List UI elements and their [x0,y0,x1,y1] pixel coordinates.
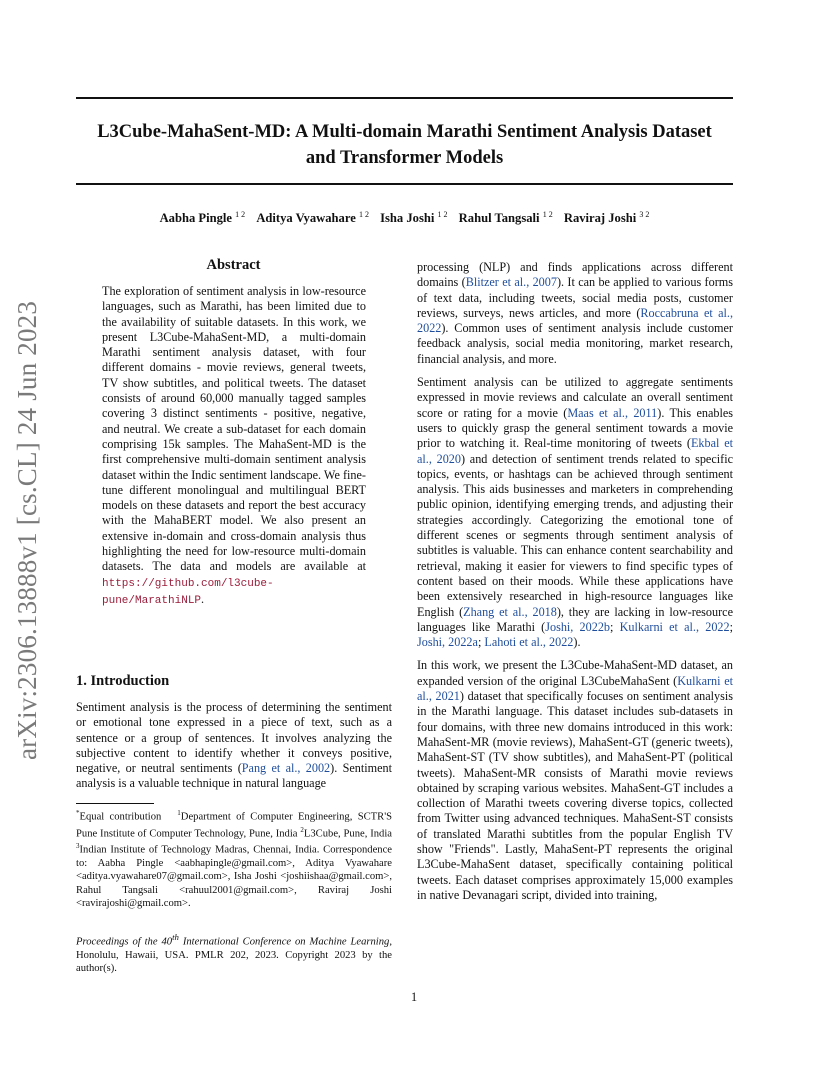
paragraph: Sentiment analysis can be utilized to aggregate sentiments expressed in movie reviews and calculate an overall sentiment score or rating for a movie (Maas et al., 2011). This enables users to quickly grasp the general sentiment towards a movie prior to watching it. Real-time monitoring of tweets (Ekbal et al., 2020) and detection of sentiment trends related to specific topics, events, or hashtags can be achieved through sentiment analysis. This aids businesses and marketers in comprehending public opinion, identifying emerging trends, and adjusting their strategies accordingly. Categorizing the emotional tone of different scenes or segments through sentiment analysis of subtitles is valuable. This can enhance content searchability and retrieval, making it easier for viewers to find specific types of content based on their moods. While these applications have been extensively researched in high-resource languages like English (Zhang et al., 2018), they are lacking in low-resource languages like Marathi (Joshi, 2022b; Kulkarni et al., 2022; Joshi, 2022a; Lahoti et al., 2022). [417,375,733,650]
section-heading-introduction: 1. Introduction [76,673,170,689]
paragraph: In this work, we present the L3Cube-MahaSent-MD dataset, an expanded version of the original L3CubeMahaSent (Kulkarni et al., 2021) dataset that specifically focuses on sentiment analysis in the Marathi language. This dataset includes sub-datasets in four domains, with three new domains introduced in this work: MahaSent-MR (movie reviews), MahaSent-GT (generic tweets), MahaSent-ST (TV show subtitles), and MahaSent-PT (political tweets). MahaSent-MR consists of Marathi movie reviews obtained by scraping various websites. MahaSent-GT includes a collection of Marathi tweets covering diverse topics, collected from Twitter using advanced techniques. MahaSent-ST consists of translated Marathi subtitles from the popular English TV show "Friends". Lastly, MahaSent-PT represents the original L3Cube-MahaSent dataset, specifically containing political tweets. Each dataset comprises approximately 15,000 examples in native Devanagari script, divided into training, [417,658,733,902]
citation-link[interactable]: Kulkarni et al., 2021 [417,673,733,704]
citation-link[interactable]: Roccabruna et al., 2022 [417,305,733,336]
page-number: 1 [410,990,418,1004]
author: Raviraj Joshi $^{3 2}$ [563,210,650,226]
author: Aditya Vyawahare $^{1 2}$ [256,210,369,226]
intro-paragraph: Sentiment analysis is the process of determining the sentiment or emotional tone expressed in a piece of text, such as a sentence or a group of sentences. It involves analyzing the subjective content to identify whether it conveys positive, negative, or neutral sentiments (Pang et al., 2002). Sentiment analysis is a valuable technique in natural language [76,700,392,791]
footnote-rule [76,803,154,804]
abstract-heading: Abstract [206,257,261,273]
github-link[interactable]: https://github.com/l3cube-pune/MarathiNLP [102,577,274,607]
citation-link[interactable]: Joshi, 2022b [545,619,611,634]
author: Aabha Pingle $^{1 2}$ [159,210,246,226]
citation-link[interactable]: Maas et al., 2011 [567,405,658,420]
arxiv-watermark: arXiv:2306.13888v1 [cs.CL] 24 Jun 2023 [12,300,42,760]
affiliation-footnote: *Equal contribution $^1$Department of Computer Engineering, SCTR'S Pune Institute of Computer Technology, Pune, India $^2$L3Cube, Pune, India $^3$Indian Institute of Technology Madras, Chennai, India. Correspondence to: Aabha Pingle <aabhapingle@gmail.com>, Aditya Vyawahare <aditya.vyawahare07@gmail.com>, Isha Joshi <joshiishaa@gmail.com>, Rahul Tangsali <rahuul2001@gmail.com>, Raviraj Joshi <ravirajoshi@gmail.com>. [76,809,392,909]
paragraph: processing (NLP) and finds applications across different domains (Blitzer et al., 2007). It can be applied to various forms of text data, including tweets, social media posts, customer reviews, surveys, news articles, and more (Roccabruna et al., 2022). Common uses of sentiment analysis include customer feedback analysis, social media monitoring, market research, financial analysis, and more. [417,260,733,366]
title-rule-bottom [76,183,733,185]
citation-link[interactable]: Zhang et al., 2018 [463,604,557,619]
author: Rahul Tangsali $^{1 2}$ [458,210,553,226]
citation-link[interactable]: Lahoti et al., 2022 [484,635,574,650]
citation-link[interactable]: Blitzer et al., 2007 [465,275,557,290]
author: Isha Joshi $^{1 2}$ [380,210,448,226]
author-list [76,210,733,226]
proceedings-note: Proceedings of the 40th International Conference on Machine Learning, Honolulu, Hawaii, USA. PMLR 202, 2023. Copyright 2023 by the author(s). [76,932,392,974]
abstract-body: The exploration of sentiment analysis in low-resource languages, such as Marathi, has been limited due to the availability of suitable datasets. In this work, we present L3Cube-MahaSent-MD, a multi-domain Marathi sentiment analysis dataset, with four different domains - movie reviews, general tweets, TV show subtitles, and political tweets. The dataset consists of around 60,000 manually tagged samples covering 3 distinct sentiments - positive, negative, and neutral. We create a sub-dataset for each domain comprising 15k samples. The MahaSent-MD is the first comprehensive multi-domain sentiment analysis dataset within the Indic sentiment landscape. We fine-tune different monolingual and multilingual BERT models on these datasets and report the best accuracy with the MahaBERT model. We also present an extensive in-domain and cross-domain analysis thus highlighting the need for low-resource multi-domain datasets. The data and models are available at https://github.com/l3cube-pune/MarathiNLP. [102,284,366,607]
citation-link[interactable]: Joshi, 2022a [417,635,478,650]
right-column [417,260,733,911]
citation-link[interactable]: Pang et al., 2002 [241,761,331,776]
citation-link[interactable]: Ekbal et al., 2020 [417,436,733,466]
paper-title [76,119,733,171]
title-rule-top [76,97,733,99]
title-line-1: L3Cube-MahaSent-MD: A Multi-domain Marathi Sentiment Analysis Dataset [97,122,712,142]
citation-link[interactable]: Kulkarni et al., 2022 [619,619,730,634]
title-line-2: and Transformer Models [305,148,504,168]
